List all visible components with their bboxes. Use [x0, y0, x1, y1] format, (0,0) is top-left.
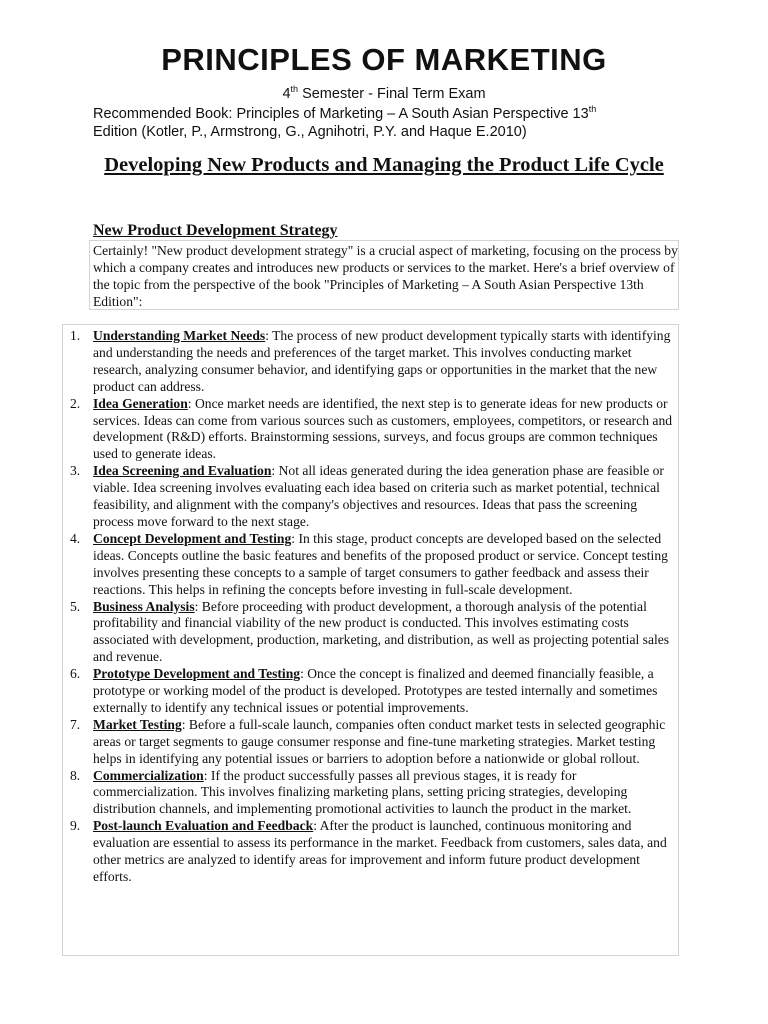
list-item: [64, 396, 678, 464]
chapter-heading: Developing New Products and Managing the Product Life Cycle: [104, 154, 664, 176]
list-item: [64, 717, 678, 768]
item-number: 8.: [70, 767, 81, 783]
item-text: : Once market needs are identified, the next step is to generate ideas for new products or services. Ideas can come from various sources such as customers, employees, competitors, or research and development (R&D) efforts. Brainstorming sessions, surveys, and focus groups are common techniques used to generate ideas.: [93, 395, 673, 462]
item-term: Idea Generation: [93, 395, 188, 411]
item-number: 5.: [70, 598, 81, 614]
semester-number: 4: [282, 85, 291, 102]
semester-suffix: th: [290, 84, 299, 94]
list-item: [64, 328, 678, 396]
item-number: 7.: [70, 716, 81, 732]
item-number: 6.: [70, 666, 81, 682]
steps-list: [64, 328, 678, 886]
item-number: 3.: [70, 463, 81, 479]
list-item: [64, 818, 678, 886]
item-number: 1.: [70, 328, 81, 343]
item-number: 9.: [70, 818, 81, 834]
item-term: Market Testing: [93, 716, 182, 732]
item-text: : The process of new product development typically starts with identifying and understanding the needs and preferences of the target market. This involves conducting market research, analyzing consumer behavior, and identifying gaps or opportunities in the market that the new product can address.: [93, 328, 671, 394]
list-item: [64, 531, 678, 599]
intro-paragraph: Certainly! "New product development strategy" is a crucial aspect of marketing, focusing on the process by which a company creates and introduces new products or services to the market. Here's a brief overview of the topic from the perspective of the book "Principles of Marketing – A South Asian Perspective 13th Edition":: [93, 243, 678, 309]
list-item: [64, 666, 678, 717]
list-item: [64, 463, 678, 531]
item-term: Commercialization: [93, 767, 204, 783]
item-term: Business Analysis: [93, 598, 195, 614]
recommended-book: [93, 100, 693, 141]
item-term: Post-launch Evaluation and Feedback: [93, 818, 314, 834]
book-line-1-text: Recommended Book: Principles of Marketing – A South Asian Perspective 13: [93, 105, 589, 122]
list-item: [64, 768, 678, 819]
item-term: Understanding Market Needs: [93, 328, 266, 343]
item-text: : Not all ideas generated during the idea generation phase are feasible or viable. Idea screening involves evaluating each idea based on criteria such as market potential, technical feasibility, and alignment with the company's objectives and resources. Ideas that pass the screening process move forward to the next stage.: [93, 463, 664, 529]
item-text: : Once the concept is finalized and deemed financially feasible, a prototype or working model of the product is developed. Prototypes are tested internally and sometimes externally to identify any technical issues or potential improvements.: [93, 666, 658, 715]
item-text: : Before proceeding with product development, a thorough analysis of the potential profitability and financial viability of the new product is conducted. This involves estimating costs associated with development, production, marketing, and distribution, as well as projecting potential sales and revenue.: [93, 598, 670, 665]
book-line-2: Edition (Kotler, P., Armstrong, G., Agnihotri, P.Y. and Haque E.2010): [93, 123, 527, 140]
item-term: Prototype Development and Testing: [93, 666, 301, 682]
item-text: : Before a full-scale launch, companies often conduct market tests in selected geographic areas or target segments to gauge consumer response and fine-tune marketing strategies. Market testing helps in identifying any potential issues or barriers to adoption before a nationwide or global rollout.: [93, 716, 666, 766]
item-term: Idea Screening and Evaluation: [93, 463, 272, 479]
item-term: Concept Development and Testing: [93, 530, 292, 546]
item-number: 2.: [70, 395, 81, 411]
semester-text: Semester - Final Term Exam: [298, 85, 486, 102]
document-title: PRINCIPLES OF MARKETING: [161, 42, 607, 77]
section-subheading: New Product Development Strategy: [93, 222, 338, 239]
item-text: : In this stage, product concepts are developed based on the selected ideas. Concepts outline the basic features and benefits of the proposed product or service. Concept testing involves presenting these concepts to a sample of target consumers to gather feedback and assess their reactions. This helps in refining the concepts before investing in full-scale development.: [93, 530, 668, 597]
item-text: : After the product is launched, continuous monitoring and evaluation are essential to assess its performance in the market. Feedback from customers, sales data, and other metrics are analyzed to identify areas for improvement and inform future product development efforts.: [93, 818, 667, 884]
book-edition-suffix: th: [588, 104, 597, 114]
item-number: 4.: [70, 530, 81, 546]
item-text: : If the product successfully passes all previous stages, it is ready for commercialization. This involves finalizing marketing plans, setting pricing strategies, developing distribution channels, and implementing promotional activities to launch the product in the market.: [93, 767, 632, 817]
book-line-1: [93, 100, 693, 123]
list-item: [64, 599, 678, 667]
